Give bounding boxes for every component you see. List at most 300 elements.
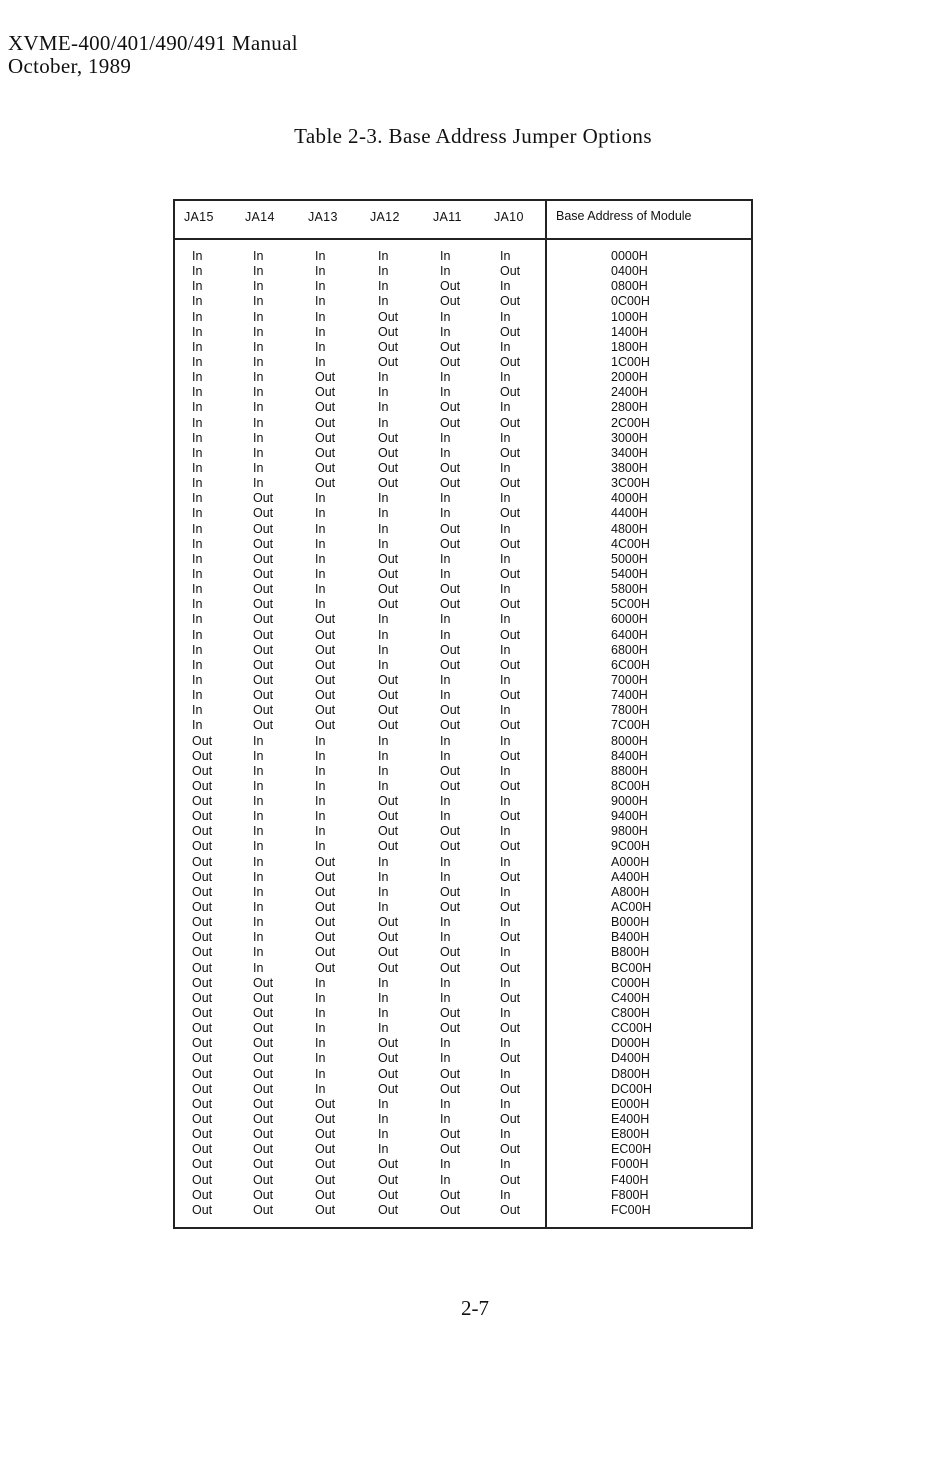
jumper-cell: Out <box>378 915 399 930</box>
manual-title: XVME-400/401/490/491 Manual <box>8 31 298 55</box>
jumper-cell: In <box>253 279 264 294</box>
address-cell: 4C00H <box>611 536 650 551</box>
jumper-cell: In <box>315 339 326 354</box>
jumper-cell: Out <box>500 748 521 763</box>
table-row <box>175 794 751 809</box>
table-row <box>175 1051 751 1066</box>
jumper-cell: In <box>500 975 511 990</box>
jumper-cell: In <box>315 1051 326 1066</box>
jumper-cell: Out <box>500 930 521 945</box>
address-cell: C000H <box>611 975 650 990</box>
jumper-cell: Out <box>192 809 213 824</box>
jumper-cell: Out <box>315 612 336 627</box>
jumper-cell: Out <box>192 1066 213 1081</box>
jumper-cell: In <box>253 884 264 899</box>
jumper-cell: In <box>192 279 203 294</box>
jumper-cell: In <box>440 688 451 703</box>
column-header-ja11: JA11 <box>433 210 462 224</box>
table-row <box>175 839 751 854</box>
jumper-cell: In <box>192 582 203 597</box>
table-row <box>175 885 751 900</box>
jumper-cell: Out <box>192 824 213 839</box>
jumper-cell: In <box>315 582 326 597</box>
jumper-cell: Out <box>192 990 213 1005</box>
jumper-cell: In <box>378 733 389 748</box>
jumper-cell: Out <box>500 900 521 915</box>
jumper-cell: In <box>440 854 451 869</box>
jumper-cell: In <box>378 385 389 400</box>
jumper-cell: In <box>440 566 451 581</box>
jumper-cell: In <box>192 385 203 400</box>
jumper-cell: In <box>315 763 326 778</box>
jumper-cell: In <box>440 491 451 506</box>
jumper-cell: Out <box>440 400 461 415</box>
jumper-cell: Out <box>440 1066 461 1081</box>
address-cell: A000H <box>611 854 650 869</box>
jumper-cell: Out <box>378 824 399 839</box>
jumper-cell: Out <box>378 324 399 339</box>
jumper-cell: Out <box>500 415 521 430</box>
jumper-cell: In <box>315 778 326 793</box>
table-title: Table 2-3. Base Address Jumper Options <box>294 124 652 148</box>
jumper-cell: In <box>192 657 203 672</box>
table-row <box>175 643 751 658</box>
jumper-cell: In <box>253 733 264 748</box>
jumper-cell: In <box>440 1112 451 1127</box>
jumper-cell: Out <box>315 869 336 884</box>
address-cell: 0000H <box>611 249 648 263</box>
jumper-cell: In <box>440 915 451 930</box>
jumper-cell: In <box>378 279 389 294</box>
address-cell: C800H <box>611 1006 650 1021</box>
jumper-cell: In <box>315 733 326 748</box>
jumper-cell: Out <box>192 1202 213 1217</box>
jumper-cell: In <box>253 415 264 430</box>
jumper-cell: In <box>378 884 389 899</box>
jumper-cell: In <box>440 794 451 809</box>
jumper-cell: In <box>253 264 264 279</box>
jumper-cell: Out <box>192 1051 213 1066</box>
jumper-cell: Out <box>192 1172 213 1187</box>
address-cell: 7C00H <box>611 718 650 733</box>
jumper-cell: Out <box>315 854 336 869</box>
jumper-cell: Out <box>378 1202 399 1217</box>
table-body <box>175 249 751 1218</box>
jumper-cell: Out <box>378 445 399 460</box>
jumper-cell: In <box>500 612 511 627</box>
jumper-cell: In <box>440 748 451 763</box>
jumper-cell: In <box>440 551 451 566</box>
jumper-cell: Out <box>253 1006 274 1021</box>
jumper-cell: In <box>500 672 511 687</box>
table-row <box>175 688 751 703</box>
jumper-cell: In <box>500 763 511 778</box>
jumper-cell: In <box>378 990 389 1005</box>
column-header-base-address: Base Address of Module <box>556 209 692 223</box>
jumper-cell: Out <box>440 1127 461 1142</box>
jumper-cell: Out <box>378 672 399 687</box>
address-cell: EC00H <box>611 1142 652 1157</box>
jumper-cell: In <box>315 1066 326 1081</box>
jumper-cell: In <box>253 460 264 475</box>
jumper-cell: In <box>500 1127 511 1142</box>
jumper-cell: Out <box>440 642 461 657</box>
table-row <box>175 370 751 385</box>
jumper-cell: In <box>192 566 203 581</box>
jumper-cell: In <box>315 309 326 324</box>
jumper-cell: Out <box>192 1006 213 1021</box>
jumper-cell: In <box>315 824 326 839</box>
jumper-cell: Out <box>440 476 461 491</box>
column-header-ja15: JA15 <box>184 210 214 224</box>
jumper-cell: Out <box>315 430 336 445</box>
table-row <box>175 567 751 582</box>
jumper-cell: Out <box>378 1172 399 1187</box>
jumper-cell: In <box>253 960 264 975</box>
jumper-cell: In <box>315 1006 326 1021</box>
address-cell: 5000H <box>611 551 648 566</box>
jumper-cell: Out <box>253 1051 274 1066</box>
jumper-cell: In <box>315 566 326 581</box>
jumper-cell: In <box>315 551 326 566</box>
jumper-cell: Out <box>500 385 521 400</box>
column-header-ja10: JA10 <box>494 210 524 224</box>
jumper-cell: In <box>253 839 264 854</box>
jumper-cell: Out <box>192 1096 213 1111</box>
jumper-cell: Out <box>253 1142 274 1157</box>
jumper-cell: Out <box>315 688 336 703</box>
jumper-cell: Out <box>315 672 336 687</box>
jumper-cell: In <box>253 370 264 385</box>
jumper-cell: In <box>500 824 511 839</box>
jumper-cell: In <box>253 869 264 884</box>
address-cell: E800H <box>611 1127 650 1142</box>
table-row <box>175 673 751 688</box>
address-cell: 0800H <box>611 279 648 294</box>
table-row <box>175 991 751 1006</box>
jumper-cell: In <box>253 324 264 339</box>
jumper-cell: In <box>253 854 264 869</box>
jumper-cell: Out <box>253 688 274 703</box>
jumper-cell: Out <box>315 1157 336 1172</box>
jumper-cell: Out <box>500 354 521 369</box>
jumper-cell: Out <box>440 460 461 475</box>
jumper-cell: In <box>500 551 511 566</box>
jumper-cell: In <box>378 506 389 521</box>
table-row <box>175 1157 751 1172</box>
table-row <box>175 552 751 567</box>
table-row <box>175 491 751 506</box>
jumper-cell: In <box>378 1006 389 1021</box>
jumper-cell: Out <box>253 1202 274 1217</box>
jumper-cell: Out <box>253 672 274 687</box>
jumper-cell: In <box>315 249 326 263</box>
jumper-cell: Out <box>192 1127 213 1142</box>
jumper-cell: Out <box>253 627 274 642</box>
table-row <box>175 1127 751 1142</box>
jumper-cell: In <box>378 1096 389 1111</box>
jumper-cell: In <box>500 491 511 506</box>
jumper-cell: Out <box>378 688 399 703</box>
jumper-cell: In <box>253 900 264 915</box>
jumper-cell: Out <box>500 1021 521 1036</box>
jumper-cell: In <box>315 324 326 339</box>
address-cell: 8800H <box>611 763 648 778</box>
table-row <box>175 249 751 264</box>
jumper-cell: In <box>315 354 326 369</box>
jumper-cell: Out <box>500 1142 521 1157</box>
address-cell: 2C00H <box>611 415 650 430</box>
table-row <box>175 612 751 627</box>
table-row <box>175 597 751 612</box>
jumper-cell: In <box>500 339 511 354</box>
table-row <box>175 325 751 340</box>
jumper-cell: Out <box>253 1127 274 1142</box>
jumper-cell: In <box>378 642 389 657</box>
jumper-cell: In <box>378 975 389 990</box>
jumper-cell: In <box>500 460 511 475</box>
address-cell: 6400H <box>611 627 648 642</box>
jumper-cell: Out <box>440 1187 461 1202</box>
jumper-cell: In <box>378 415 389 430</box>
address-cell: 2400H <box>611 385 648 400</box>
jumper-cell: In <box>378 778 389 793</box>
jumper-cell: Out <box>500 627 521 642</box>
jumper-cell: Out <box>315 385 336 400</box>
jumper-cell: In <box>253 915 264 930</box>
jumper-cell: Out <box>315 415 336 430</box>
jumper-cell: Out <box>315 960 336 975</box>
address-cell: D000H <box>611 1036 650 1051</box>
table-row <box>175 264 751 279</box>
page-number: 2-7 <box>461 1296 489 1320</box>
jumper-cell: Out <box>500 536 521 551</box>
table-row <box>175 734 751 749</box>
address-cell: F400H <box>611 1172 649 1187</box>
table-row <box>175 340 751 355</box>
table-row <box>175 1006 751 1021</box>
jumper-cell: In <box>192 249 203 263</box>
jumper-cell: In <box>253 778 264 793</box>
jumper-cell: In <box>440 385 451 400</box>
jumper-cell: In <box>500 642 511 657</box>
table-row <box>175 1112 751 1127</box>
jumper-cell: Out <box>500 476 521 491</box>
jumper-cell: Out <box>440 900 461 915</box>
jumper-cell: Out <box>253 597 274 612</box>
jumper-cell: In <box>253 476 264 491</box>
jumper-cell: Out <box>378 930 399 945</box>
jumper-cell: Out <box>253 1081 274 1096</box>
jumper-cell: In <box>500 1096 511 1111</box>
table-row <box>175 961 751 976</box>
jumper-cell: In <box>440 249 451 263</box>
jumper-cell: In <box>440 370 451 385</box>
jumper-cell: Out <box>440 839 461 854</box>
column-header-ja13: JA13 <box>308 210 338 224</box>
jumper-cell: Out <box>500 1112 521 1127</box>
jumper-cell: Out <box>192 1112 213 1127</box>
jumper-cell: Out <box>378 960 399 975</box>
jumper-table <box>173 199 753 1229</box>
table-row <box>175 522 751 537</box>
column-header-ja14: JA14 <box>245 210 275 224</box>
address-cell: 9000H <box>611 794 648 809</box>
jumper-cell: Out <box>500 324 521 339</box>
table-row <box>175 446 751 461</box>
table-row <box>175 824 751 839</box>
jumper-cell: Out <box>192 945 213 960</box>
jumper-cell: In <box>192 294 203 309</box>
jumper-cell: Out <box>192 733 213 748</box>
address-cell: FC00H <box>611 1202 651 1217</box>
jumper-cell: In <box>378 748 389 763</box>
address-cell: 3C00H <box>611 476 650 491</box>
jumper-cell: Out <box>378 476 399 491</box>
jumper-cell: Out <box>440 1202 461 1217</box>
jumper-cell: In <box>440 869 451 884</box>
jumper-cell: In <box>192 672 203 687</box>
jumper-cell: Out <box>500 1202 521 1217</box>
address-cell: 0400H <box>611 264 648 279</box>
address-cell: 2800H <box>611 400 648 415</box>
table-row <box>175 764 751 779</box>
table-row <box>175 385 751 400</box>
jumper-cell: In <box>315 794 326 809</box>
address-cell: AC00H <box>611 900 652 915</box>
address-cell: B800H <box>611 945 650 960</box>
table-row <box>175 976 751 991</box>
jumper-cell: Out <box>253 703 274 718</box>
jumper-cell: Out <box>378 551 399 566</box>
jumper-cell: In <box>378 536 389 551</box>
jumper-cell: In <box>378 1021 389 1036</box>
address-cell: 5400H <box>611 566 648 581</box>
jumper-cell: Out <box>500 597 521 612</box>
table-row <box>175 1142 751 1157</box>
jumper-cell: Out <box>500 960 521 975</box>
address-cell: 9800H <box>611 824 648 839</box>
jumper-cell: In <box>440 733 451 748</box>
jumper-cell: In <box>378 854 389 869</box>
jumper-cell: Out <box>192 1142 213 1157</box>
jumper-cell: In <box>440 672 451 687</box>
jumper-cell: Out <box>315 884 336 899</box>
address-cell: 4000H <box>611 491 648 506</box>
jumper-cell: Out <box>378 945 399 960</box>
jumper-cell: Out <box>192 839 213 854</box>
jumper-cell: In <box>192 703 203 718</box>
jumper-cell: In <box>192 612 203 627</box>
address-cell: 5C00H <box>611 597 650 612</box>
jumper-cell: In <box>440 445 451 460</box>
jumper-cell: Out <box>315 945 336 960</box>
jumper-cell: In <box>378 1112 389 1127</box>
jumper-cell: Out <box>315 915 336 930</box>
jumper-cell: In <box>315 536 326 551</box>
jumper-cell: In <box>253 445 264 460</box>
jumper-cell: In <box>378 612 389 627</box>
jumper-cell: Out <box>500 506 521 521</box>
jumper-cell: In <box>253 809 264 824</box>
jumper-cell: In <box>378 627 389 642</box>
jumper-cell: Out <box>253 566 274 581</box>
manual-date: October, 1989 <box>8 54 132 78</box>
table-row <box>175 718 751 733</box>
jumper-cell: In <box>500 521 511 536</box>
jumper-cell: In <box>440 1172 451 1187</box>
jumper-cell: Out <box>500 688 521 703</box>
jumper-cell: Out <box>315 703 336 718</box>
jumper-cell: Out <box>378 1051 399 1066</box>
address-cell: 7000H <box>611 672 648 687</box>
jumper-cell: In <box>253 430 264 445</box>
jumper-cell: Out <box>440 597 461 612</box>
jumper-cell: In <box>192 597 203 612</box>
address-cell: 1C00H <box>611 354 650 369</box>
jumper-cell: Out <box>500 294 521 309</box>
jumper-cell: Out <box>378 1036 399 1051</box>
jumper-cell: Out <box>440 339 461 354</box>
jumper-cell: Out <box>253 718 274 733</box>
jumper-cell: In <box>192 400 203 415</box>
jumper-cell: In <box>500 884 511 899</box>
address-cell: 9400H <box>611 809 648 824</box>
jumper-cell: In <box>253 930 264 945</box>
jumper-cell: Out <box>253 1112 274 1127</box>
jumper-cell: Out <box>192 763 213 778</box>
address-cell: CC00H <box>611 1021 652 1036</box>
jumper-cell: Out <box>315 627 336 642</box>
jumper-cell: In <box>315 809 326 824</box>
jumper-cell: Out <box>315 460 336 475</box>
table-row <box>175 310 751 325</box>
jumper-cell: Out <box>253 491 274 506</box>
jumper-cell: Out <box>440 778 461 793</box>
jumper-cell: Out <box>192 900 213 915</box>
jumper-cell: Out <box>192 1157 213 1172</box>
jumper-cell: Out <box>315 657 336 672</box>
jumper-cell: Out <box>315 642 336 657</box>
jumper-cell: In <box>378 491 389 506</box>
jumper-cell: Out <box>440 1006 461 1021</box>
jumper-cell: In <box>253 385 264 400</box>
header-divider <box>175 238 751 240</box>
jumper-cell: In <box>378 294 389 309</box>
column-header-ja12: JA12 <box>370 210 400 224</box>
jumper-cell: Out <box>500 809 521 824</box>
table-row <box>175 476 751 491</box>
jumper-cell: Out <box>253 657 274 672</box>
jumper-cell: Out <box>192 960 213 975</box>
address-cell: F800H <box>611 1187 649 1202</box>
jumper-cell: In <box>440 930 451 945</box>
jumper-cell: In <box>500 582 511 597</box>
jumper-cell: Out <box>440 884 461 899</box>
jumper-cell: Out <box>440 703 461 718</box>
address-cell: 3800H <box>611 460 648 475</box>
jumper-cell: In <box>500 854 511 869</box>
jumper-cell: Out <box>253 1066 274 1081</box>
jumper-cell: Out <box>315 718 336 733</box>
jumper-cell: Out <box>440 945 461 960</box>
jumper-cell: In <box>315 839 326 854</box>
jumper-cell: In <box>315 1081 326 1096</box>
jumper-cell: In <box>440 975 451 990</box>
jumper-cell: In <box>500 370 511 385</box>
jumper-cell: Out <box>192 869 213 884</box>
address-cell: C400H <box>611 990 650 1005</box>
